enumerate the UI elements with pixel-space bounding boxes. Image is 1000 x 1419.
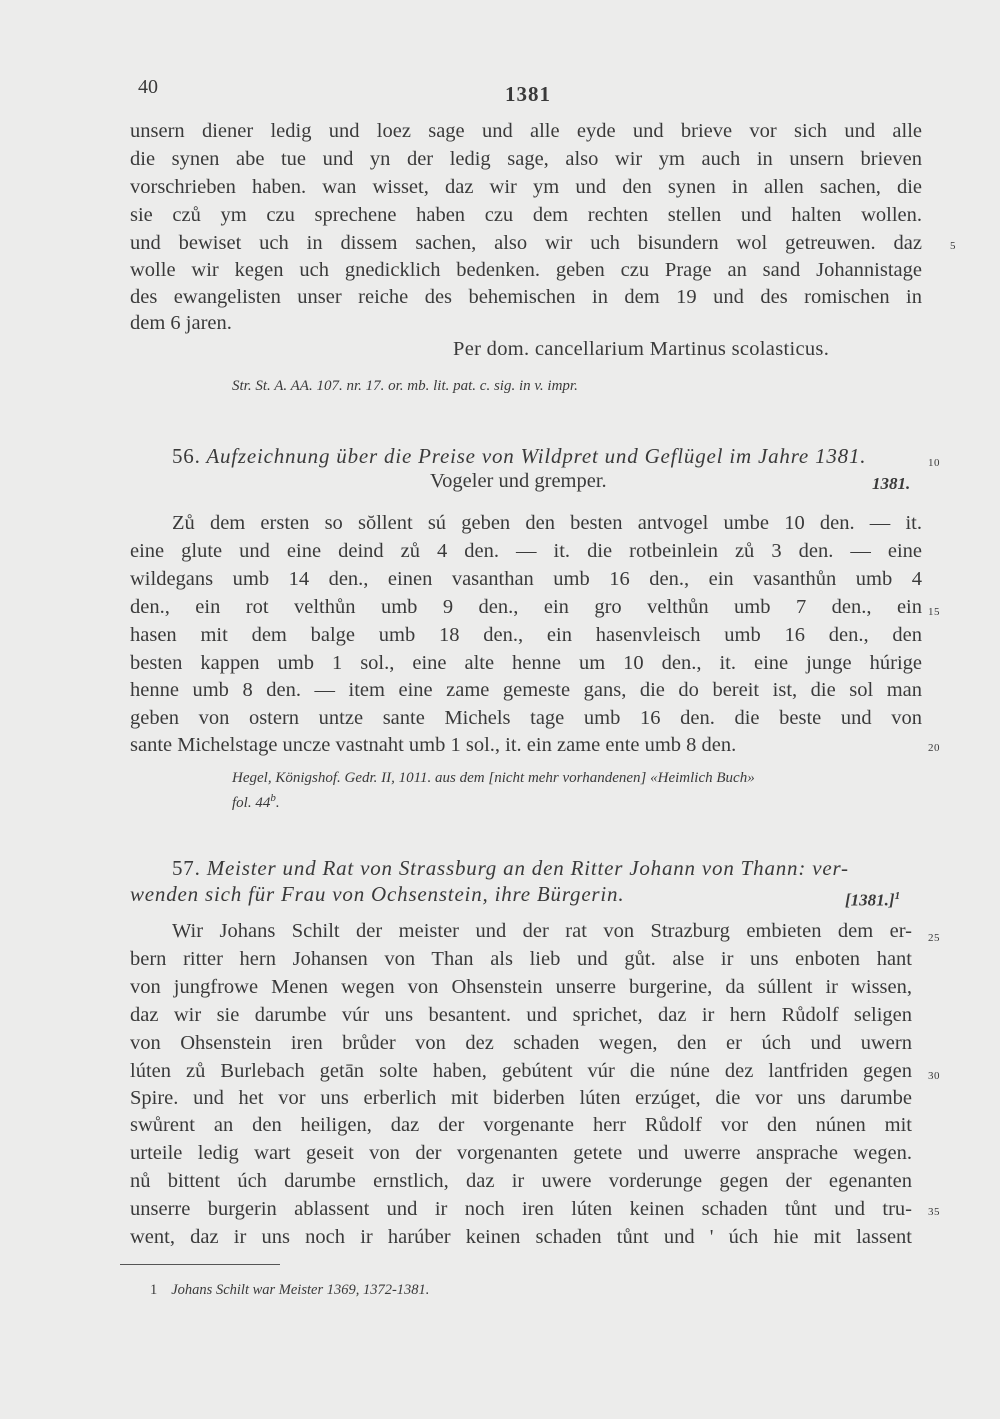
margin-line-number: 10 [928,457,940,469]
doc-title: Aufzeichnung über die Preise von Wildpret und Geflügel im Jahre 1381. [206,444,867,468]
doc-title: Meister und Rat von Strassburg an den Ritter Johann von Thann: ver- [206,856,849,880]
text-line: eine glute und eine deind zů 4 den. — it. die rotbeinlein zů 3 den. — eine [130,540,922,562]
source-note: Hegel, Königshof. Gedr. II, 1011. aus dem [nicht mehr vorhandenen] «Heimlich Buch» [232,770,755,786]
footnote [150,1282,429,1299]
margin-line-number: 30 [928,1070,940,1082]
doc-number: 56. [172,444,201,468]
doc56-heading [172,444,866,469]
doc57-heading-cont: wenden sich für Frau von Ochsenstein, ihre Bürgerin. [130,882,625,906]
text-line: dem 6 jaren. [130,312,232,334]
margin-line-number: 15 [928,606,940,618]
footnote-rule [120,1264,280,1265]
text-line: Spire. und het vor uns erberlich mit biderben lúten erzúget, die vor uns darumbe [130,1087,912,1109]
page-number: 40 [138,76,158,98]
text-line: hasen mit dem balge umb 18 den., ein hasenvleisch umb 16 den., den [130,624,922,646]
text-line: und bewiset uch in dissem sachen, also wir uch bisundern wol getreuwen. daz [130,232,922,254]
doc56-subtitle: Vogeler und gremper. [430,470,607,492]
running-head-year: 1381 [505,82,551,106]
source-note-folio: fol. 44$^b$. [232,792,280,811]
text-line: nů bittent úch darumbe ernstlich, daz ir uwere vorderunge gegen der egenanten [130,1170,912,1192]
text-line: des ewangelisten unser reiche des behemischen in dem 19 und des romischen in [130,286,922,308]
source-note: Str. St. A. AA. 107. nr. 17. or. mb. lit. pat. c. sig. in v. impr. [232,378,578,394]
text-line: Zů dem ersten so sŏllent sú geben den besten antvogel umbe 10 den. — it. [172,512,922,534]
text-line: unserre burgerin ablassent und ir noch iren lúten keinen schaden tůnt und tru- [130,1198,912,1220]
text-line: urteile ledig wart geseit von der vorgenanten getete und uwerre ansprache wegen. [130,1142,912,1164]
text-line: henne umb 8 den. — item eine zame gemeste gans, die do bereit ist, die sol man [130,679,922,701]
margin-line-number: 20 [928,742,940,754]
text-line: vorschrieben haben. wan wisset, daz wir ym und den synen in allen sachen, die [130,176,922,198]
text-line: von jungfrowe Menen wegen von Ohsenstein unserre burgerine, da súllent ir wissen, [130,976,912,998]
text-line: sante Michelstage uncze vastnaht umb 1 sol., it. ein zame ente umb 8 den. [130,734,737,756]
text-line: besten kappen umb 1 sol., eine alte henne um 10 den., it. eine junge húrige [130,652,922,674]
text-line: daz wir sie darumbe vúr uns besantent. und sprichet, daz ir hern Růdolf seligen [130,1004,912,1026]
text-line: lúten zů Burlebach getān solte haben, gebútent vúr die núne dez lantfriden gegen [130,1060,912,1082]
text-line: von Ohsenstein iren brůder von dez schaden wegen, den er úch und uwern [130,1032,912,1054]
margin-line-number: 25 [928,932,940,944]
text-line: die synen abe tue und yn der ledig sage, also wir ym auch in unsern brieven [130,148,922,170]
doc57-date: $[1381.]^1$ [845,890,901,910]
doc-number: 57. [172,856,201,880]
doc56-date: 1381. [872,474,911,493]
text-line: geben von ostern untze sante Michels tage umb 16 den. die beste und von [130,707,922,729]
text-line: went, daz ir uns noch ir harúber keinen schaden tůnt und ' úch hie mit lassent [130,1226,912,1248]
text-line: Wir Johans Schilt der meister und der rat von Strazburg embieten dem er- [172,920,912,942]
margin-line-number: 5 [950,240,956,252]
text-line: sie czů ym czu sprechene haben czu dem rechten stellen und halten wollen. [130,204,922,226]
chancery-signature: Per dom. cancellarium Martinus scolasticus. [453,338,830,360]
text-line: bern ritter hern Johansen von Than als lieb und gůt. alse ir uns enboten hant [130,948,912,970]
margin-line-number: 35 [928,1206,940,1218]
text-line: den., ein rot velthůn umb 9 den., ein gro velthůn umb 7 den., ein [130,596,922,618]
footnote-marker: 1 [150,1282,158,1298]
text-line: swůrent an den heiligen, daz der vorgenante herr Růdolf vor den núnen mit [130,1114,912,1136]
text-line: wolle wir kegen uch gnedicklich bedenken. geben czu Prage an sand Johannistage [130,259,922,281]
doc57-heading [172,856,849,881]
text-line: wildegans umb 14 den., einen vasanthan umb 16 den., ein vasanthůn umb 4 [130,568,922,590]
footnote-text: Johans Schilt war Meister 1369, 1372-1381. [171,1282,430,1298]
text-line: unsern diener ledig und loez sage und alle eyde und brieve vor sich und alle [130,120,922,142]
